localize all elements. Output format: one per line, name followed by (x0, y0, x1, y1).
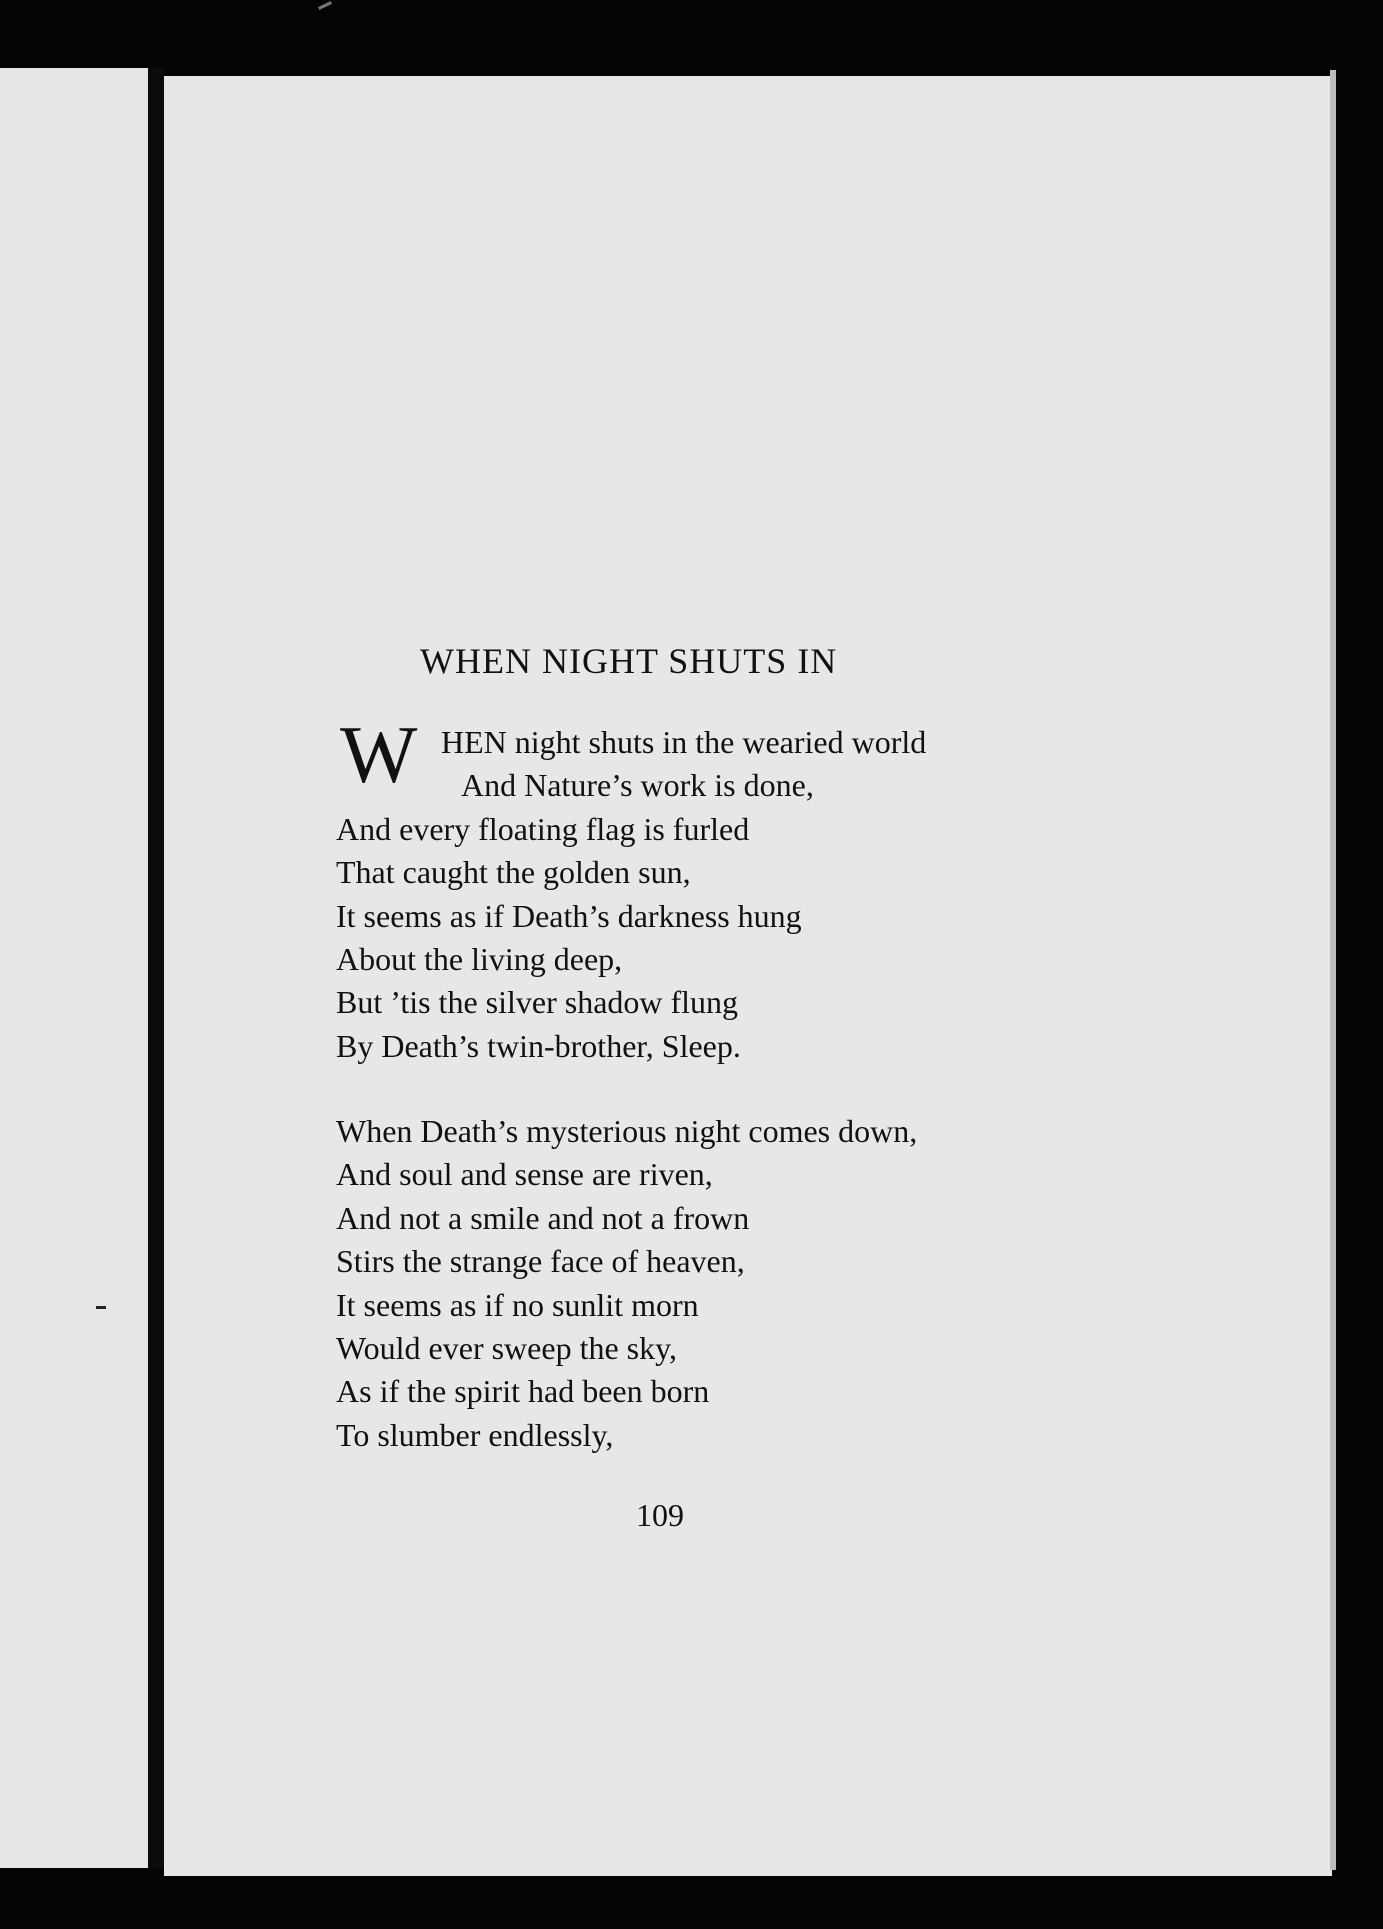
page-edge (1330, 70, 1336, 1870)
poem-line: But ’tis the silver shadow flung (336, 984, 739, 1021)
scan-mark (318, 1, 332, 10)
stanza-2 (336, 1110, 917, 1457)
poem-line: It seems as if no sunlit morn (336, 1286, 699, 1323)
book-gutter (148, 68, 164, 1868)
poem-line: And soul and sense are riven, (336, 1156, 713, 1193)
poem-line: That caught the golden sun, (336, 854, 691, 891)
poem-line: To slumber endlessly, (336, 1416, 614, 1453)
poem-line: When Death’s mysterious night comes down, (336, 1113, 918, 1149)
drop-cap: W (340, 709, 418, 800)
poem-line: Stirs the strange face of heaven, (336, 1243, 745, 1280)
poem-line: About the living deep, (336, 940, 623, 977)
poem-line: And Nature’s work is done, (461, 767, 814, 804)
page-speck (96, 1306, 106, 1309)
poem-line: By Death’s twin-brother, Sleep. (336, 1027, 741, 1064)
poem-title: WHEN NIGHT SHUTS IN (420, 641, 838, 681)
poem-line: And not a smile and not a frown (336, 1199, 750, 1236)
poem-line: And every floating flag is furled (336, 810, 750, 847)
poem-line: Would ever sweep the sky, (336, 1329, 678, 1366)
facing-page-edge (0, 68, 148, 1868)
stanza-1 (336, 721, 926, 1068)
poem-line: It seems as if Death’s darkness hung (336, 897, 802, 934)
poem-line: As if the spirit had been born (336, 1373, 710, 1410)
poem-line: HEN night shuts in the wearied world (441, 724, 927, 760)
page-number: 109 (636, 1497, 684, 1533)
